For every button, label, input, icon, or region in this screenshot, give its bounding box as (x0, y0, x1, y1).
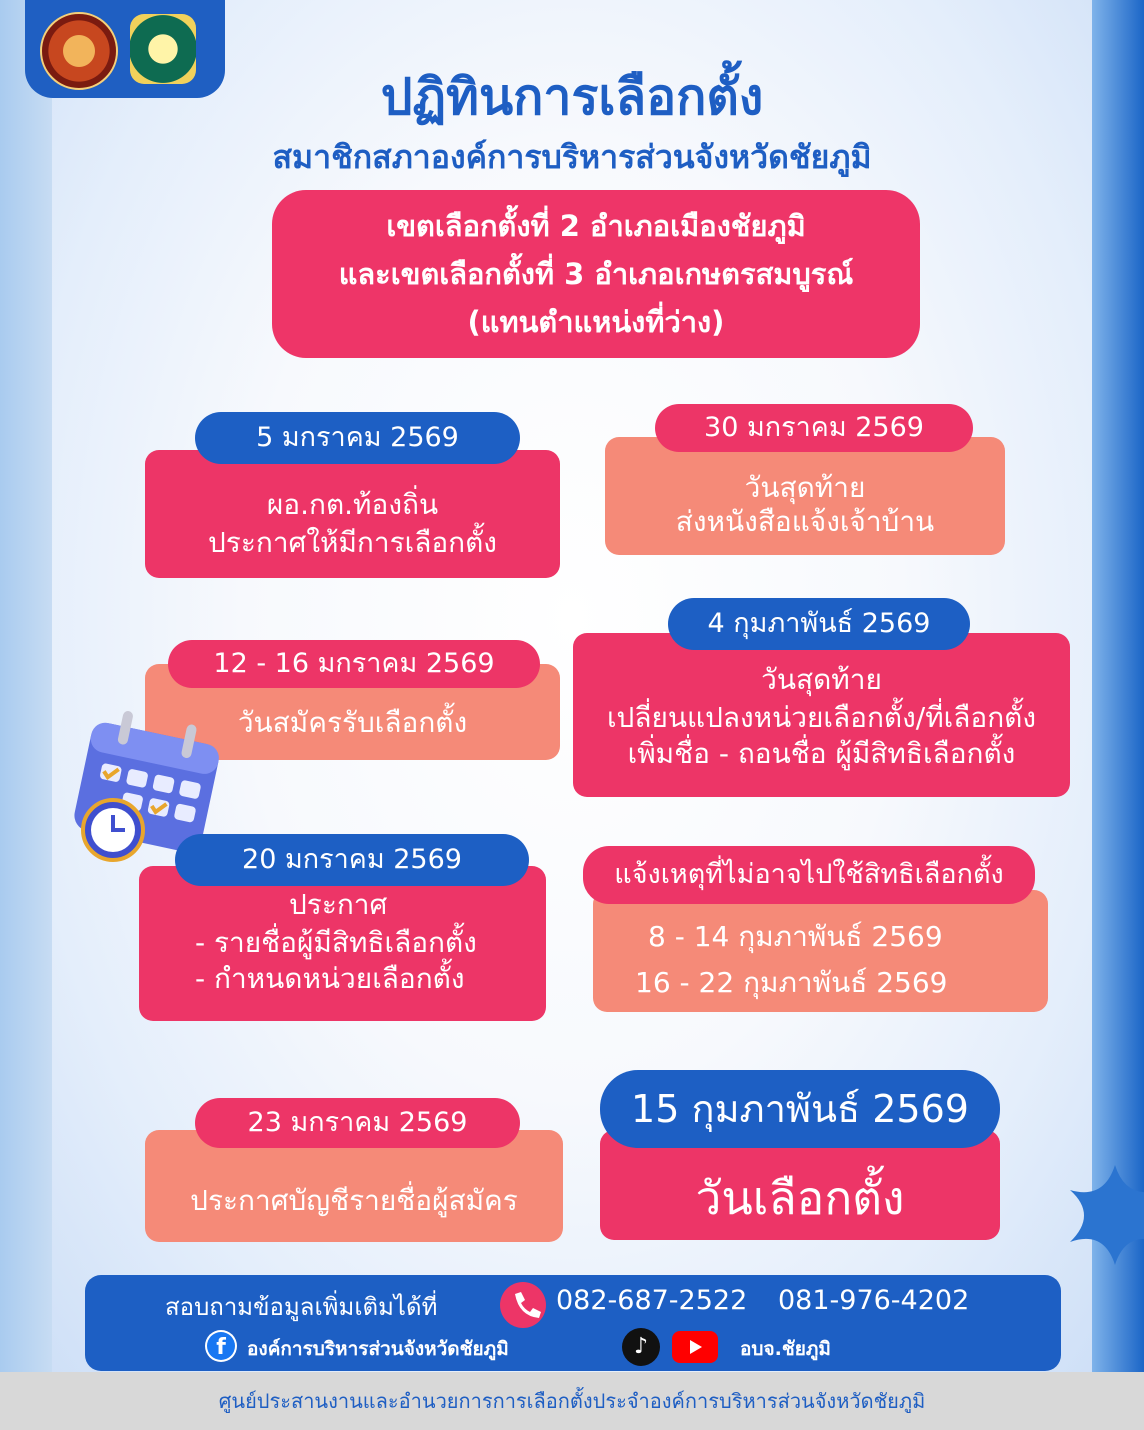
event-card-2 (605, 437, 1005, 555)
event-7-date: 23 มกราคม 2569 (195, 1098, 520, 1148)
event-3-date: 12 - 16 มกราคม 2569 (168, 640, 540, 688)
event-5-date: 20 มกราคม 2569 (175, 834, 529, 886)
event-4-line-2: เปลี่ยนแปลงหน่วยเลือกตั้ง/ที่เลือกตั้ง (606, 701, 1037, 734)
event-4-line-3: เพิ่มชื่อ - ถอนชื่อ ผู้มีสิทธิเลือกตั้ง (627, 737, 1016, 770)
page-title: ปฏิทินการเลือกตั้ง (380, 68, 764, 126)
facebook-icon[interactable]: f (205, 1330, 237, 1362)
district-line-1: เขตเลือกตั้งที่ 2 อำเภอเมืองชัยภูมิ (386, 209, 806, 243)
event-1-line-1: ผอ.กต.ท้องถิ่น (266, 488, 439, 521)
event-4-line-1: วันสุดท้าย (761, 663, 882, 696)
event-7-line-1: ประกาศบัญชีรายชื่อผู้สมัคร (190, 1184, 518, 1217)
district-line-3: (แทนตำแหน่งที่ว่าง) (467, 305, 725, 339)
event-2-line-1: วันสุดท้าย (744, 471, 866, 504)
social-handle[interactable]: อบจ.ชัยภูมิ (740, 1338, 831, 1360)
district-banner (272, 190, 920, 358)
event-3-line-1: วันสมัครรับเลือกตั้ง (237, 706, 468, 739)
decorative-flower-icon (1060, 1160, 1144, 1270)
bottom-credit: ศูนย์ประสานงานและอำนวยการการเลือกตั้งประจำองค์การบริหารส่วนจังหวัดชัยภูมิ (0, 1372, 1144, 1430)
left-edge (0, 0, 52, 1372)
event-5-line-3: - กำหนดหน่วยเลือกตั้ง (195, 962, 465, 995)
phone-icon (500, 1282, 546, 1328)
event-6-heading: แจ้งเหตุที่ไม่อาจไปใช้สิทธิเลือกตั้ง (583, 846, 1035, 904)
event-card-4 (573, 633, 1070, 797)
event-5-line-2: - รายชื่อผู้มีสิทธิเลือกตั้ง (195, 926, 477, 959)
event-6-line-1: 8 - 14 กุมภาพันธ์ 2569 (648, 920, 943, 953)
event-5-line-1: ประกาศ (289, 888, 388, 921)
event-card-5 (139, 866, 546, 1021)
event-1-line-2: ประกาศให้มีการเลือกตั้ง (208, 526, 497, 559)
phone-number-2[interactable]: 081-976-4202 (778, 1285, 970, 1316)
election-day-label: วันเลือกตั้ง (695, 1171, 905, 1225)
inquiry-label: สอบถามข้อมูลเพิ่มเติมได้ที่ (165, 1293, 438, 1321)
phone-number-1[interactable]: 082-687-2522 (556, 1285, 748, 1316)
event-8-date: 15 กุมภาพันธ์ 2569 (600, 1070, 1000, 1148)
event-4-date: 4 กุมภาพันธ์ 2569 (668, 598, 970, 650)
youtube-icon[interactable] (672, 1331, 718, 1363)
event-2-line-2: ส่งหนังสือแจ้งเจ้าบ้าน (675, 505, 935, 538)
page-subtitle: สมาชิกสภาองค์การบริหารส่วนจังหวัดชัยภูมิ (272, 138, 872, 176)
event-2-date: 30 มกราคม 2569 (655, 404, 973, 452)
facebook-page-name[interactable]: องค์การบริหารส่วนจังหวัดชัยภูมิ (247, 1338, 509, 1360)
event-card-1 (145, 450, 560, 578)
district-line-2: และเขตเลือกตั้งที่ 3 อำเภอเกษตรสมบูรณ์ (338, 257, 854, 291)
event-6-line-2: 16 - 22 กุมภาพันธ์ 2569 (635, 966, 948, 999)
event-1-date: 5 มกราคม 2569 (195, 412, 520, 464)
tiktok-icon[interactable]: ♪ (622, 1328, 660, 1366)
event-card-6 (593, 890, 1048, 1012)
